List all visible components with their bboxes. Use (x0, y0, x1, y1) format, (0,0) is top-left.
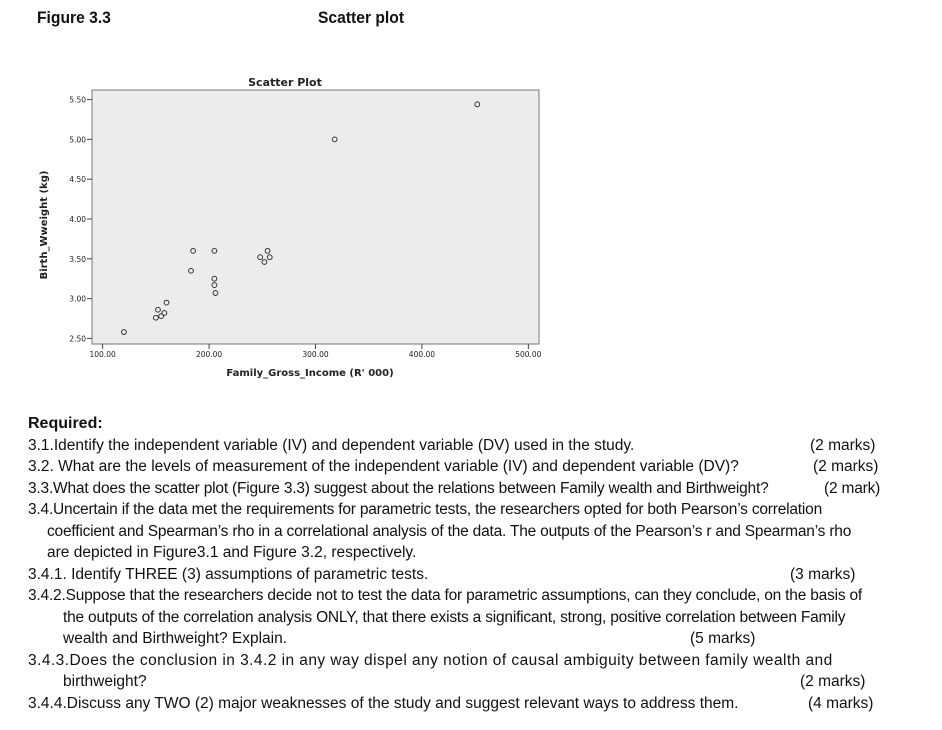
question-3-4-2-cont (28, 607, 913, 629)
question-text: wealth and Birthweight? Explain. (63, 630, 288, 647)
question-3-4-4 (28, 693, 913, 715)
question-3-4-3-cont (28, 671, 913, 693)
question-text: 3.4.Uncertain if the data met the requirements for parametric tests, the researchers opted for both Pearson’s correlation (28, 501, 822, 518)
question-text: 3.3.What does the scatter plot (Figure 3.3) suggest about the relations between Family wealth and Birthweight? (28, 479, 769, 497)
x-tick-label: 100.00 (89, 350, 116, 359)
question-marks: (3 marks) (790, 565, 856, 583)
questions-section (28, 413, 913, 714)
question-text: 3.4.1. Identify THREE (3) assumptions of parametric tests. (28, 565, 429, 583)
question-text: are depicted in Figure3.1 and Figure 3.2, respectively. (47, 544, 417, 561)
question-3-4 (28, 499, 913, 521)
question-text: 3.1.Identify the independent variable (IV) and dependent variable (DV) used in the study. (28, 436, 635, 454)
x-tick-label: 200.00 (195, 350, 223, 359)
question-marks: (2 marks) (813, 458, 879, 475)
question-3-4-cont (28, 521, 913, 543)
question-text: 3.2. What are the levels of measurement of the independent variable (IV) and dependent variable (DV)? (28, 458, 739, 475)
question-text: coefficient and Spearman’s rho in a correlational analysis of the data. The outputs of the Pearson’s r and Spearman’s rho (47, 522, 852, 540)
question-3-4-cont (28, 542, 913, 564)
question-text: birthweight? (63, 673, 147, 690)
y-tick-label: 5.50 (69, 95, 86, 105)
question-text: the outputs of the correlation analysis ONLY, that there exists a significant, strong, positive correlation between Family (63, 608, 846, 626)
question-3-3 (28, 478, 913, 500)
y-tick-label: 4.50 (69, 175, 86, 185)
question-marks: (2 mark) (824, 479, 881, 497)
y-tick-label: 4.00 (69, 214, 86, 224)
question-text: 3.4.4.Discuss any TWO (2) major weaknesses of the study and suggest relevant ways to address them. (28, 694, 739, 712)
question-3-1 (28, 435, 913, 457)
question-3-4-1 (28, 564, 913, 586)
y-axis-label: Birth_Wweight (kg) (39, 170, 50, 280)
scatter-chart (30, 70, 550, 380)
question-marks: (2 marks) (800, 673, 866, 690)
question-marks: (4 marks) (808, 694, 874, 712)
x-axis (90, 344, 542, 359)
y-tick-label: 3.50 (69, 254, 86, 264)
question-marks: (5 marks) (690, 630, 756, 647)
figure-title: Scatter plot (318, 8, 405, 27)
chart-title: Scatter Plot (248, 76, 322, 89)
x-tick-label: 300.00 (302, 350, 329, 359)
plot-area (92, 90, 539, 344)
question-3-2 (28, 456, 913, 478)
x-tick-label: 400.00 (408, 350, 436, 359)
x-tick-label: 500.00 (515, 350, 542, 359)
question-3-4-3 (28, 650, 913, 672)
y-tick-label: 2.50 (69, 334, 86, 344)
y-tick-label: 5.00 (69, 135, 86, 145)
figure-label: Figure 3.3 (37, 8, 111, 27)
question-text: 3.4.3.Does the conclusion in 3.4.2 in any way dispel any notion of causal ambiguity between family wealth and (28, 651, 833, 669)
question-3-4-2 (28, 585, 913, 607)
y-axis (69, 96, 92, 344)
y-tick-label: 3.00 (69, 294, 86, 304)
question-marks: (2 marks) (810, 436, 876, 454)
question-3-4-2-cont (28, 628, 913, 650)
question-text: 3.4.2.Suppose that the researchers decide not to test the data for parametric assumptions, can they conclude, on the basis of (28, 587, 863, 604)
required-heading: Required: (28, 415, 103, 432)
x-axis-label: Family_Gross_Income (R' 000) (226, 368, 394, 379)
